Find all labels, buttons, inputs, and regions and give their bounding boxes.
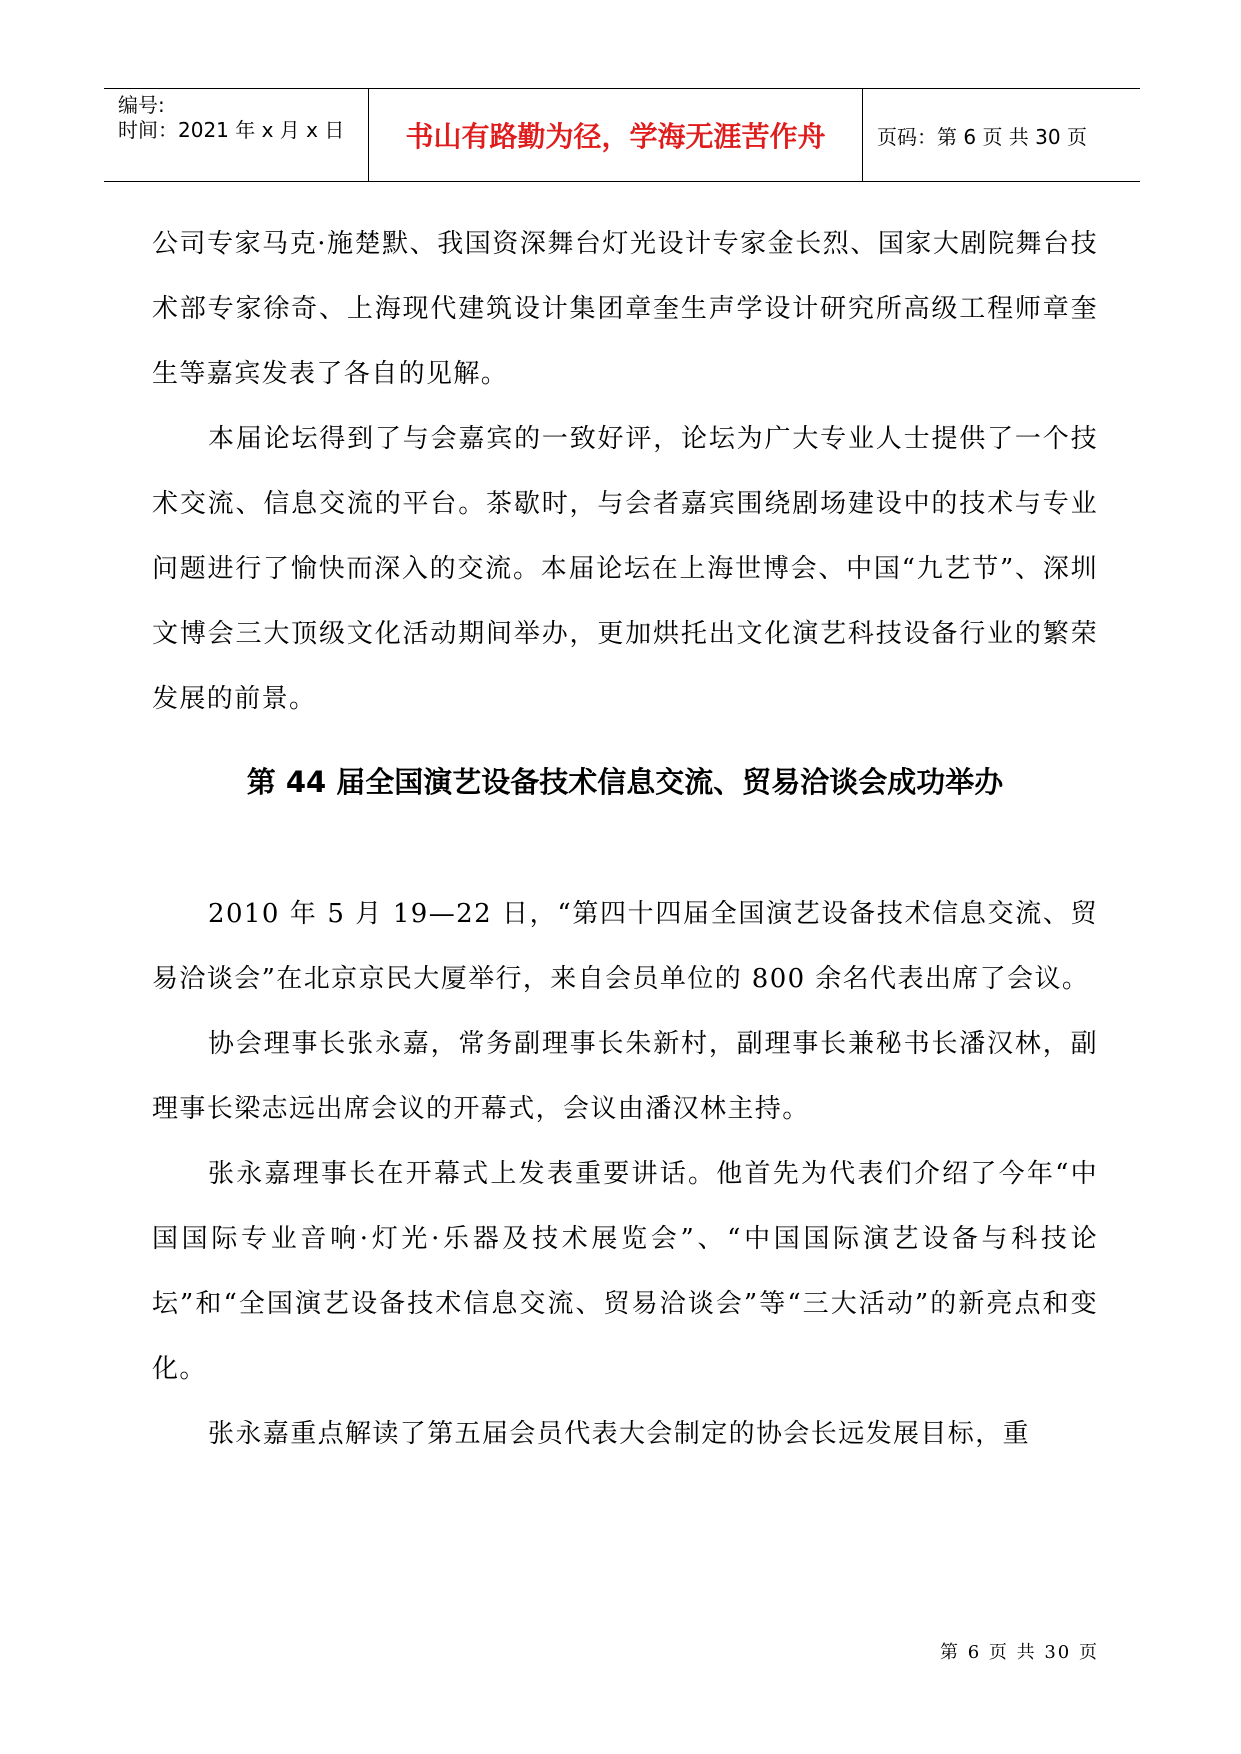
header-meta <box>104 89 369 181</box>
paragraph: 张永嘉重点解读了第五届会员代表大会制定的协会长远发展目标，重 <box>208 1419 1031 1449</box>
paragraph: 2010 年 5 月 19—22 日，“第四十四届全国演艺设备技术信息交流、贸易洽谈会”在北京京民大厦举行，来自会员单位的 800 余名代表出席了会议。 <box>152 899 1098 994</box>
section-heading: 第 44 届全国演艺设备技术信息交流、贸易洽谈会成功举办 <box>246 765 1004 799</box>
header-motto: 书山有路勤为径，学海无涯苦作舟 <box>369 89 863 181</box>
page-header <box>104 88 1140 182</box>
document-time-label: 时间：2021 年 x 月 x 日 <box>118 118 345 142</box>
paragraph: 公司专家马克·施楚默、我国资深舞台灯光设计专家金长烈、国家大剧院舞台技术部专家徐奇、上海现代建筑设计集团章奎生声学设计研究所高级工程师章奎生等嘉宾发表了各自的见解。 <box>152 229 1098 389</box>
paragraph: 本届论坛得到了与会嘉宾的一致好评，论坛为广大专业人士提供了一个技术交流、信息交流的平台。茶歇时，与会者嘉宾围绕剧场建设中的技术与专业问题进行了愉快而深入的交流。本届论坛在上海世博会、中国“九艺节”、深圳文博会三大顶级文化活动期间举办，更加烘托出文化演艺科技设备行业的繁荣发展的前景。 <box>152 424 1098 714</box>
header-page-number: 页码：第 6 页 共 30 页 <box>877 124 1087 149</box>
paragraph: 张永嘉理事长在开幕式上发表重要讲话。他首先为代表们介绍了今年“中国国际专业音响·灯光·乐器及技术展览会”、“中国国际演艺设备与科技论坛”和“全国演艺设备技术信息交流、贸易洽谈会”等“三大活动”的新亮点和变化。 <box>152 1159 1098 1384</box>
document-body <box>152 212 1098 1467</box>
page-footer: 第 6 页 共 30 页 <box>940 1642 1099 1663</box>
document-number-label: 编号: <box>118 93 165 117</box>
paragraph: 协会理事长张永嘉，常务副理事长朱新村，副理事长兼秘书长潘汉林，副理事长梁志远出席会议的开幕式，会议由潘汉林主持。 <box>152 1029 1098 1124</box>
